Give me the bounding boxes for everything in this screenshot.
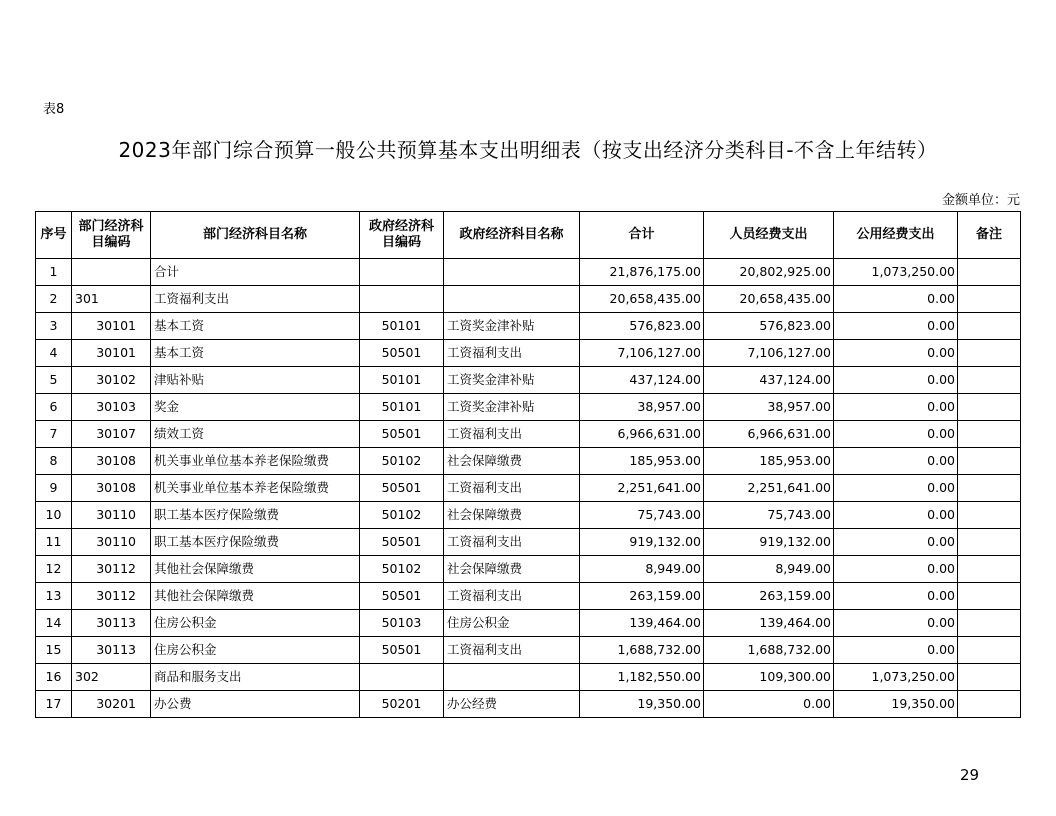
cell-dept-code [72,259,151,286]
header-remarks: 备注 [958,212,1021,259]
cell-total: 6,966,631.00 [580,421,704,448]
cell-public: 0.00 [834,583,958,610]
cell-personnel: 1,688,732.00 [704,637,834,664]
cell-gov-code: 50501 [360,529,444,556]
cell-dept-name: 办公费 [151,691,360,718]
cell-seq: 7 [36,421,72,448]
cell-dept-code: 30101 [72,340,151,367]
table-row [36,313,1021,340]
cell-public: 0.00 [834,637,958,664]
table-row [36,691,1021,718]
cell-personnel: 185,953.00 [704,448,834,475]
cell-total: 437,124.00 [580,367,704,394]
cell-remarks [958,421,1021,448]
cell-seq: 15 [36,637,72,664]
cell-gov-code: 50501 [360,421,444,448]
cell-personnel: 139,464.00 [704,610,834,637]
table-row [36,421,1021,448]
cell-remarks [958,610,1021,637]
cell-remarks [958,691,1021,718]
cell-gov-code: 50101 [360,313,444,340]
table-row [36,475,1021,502]
cell-personnel: 576,823.00 [704,313,834,340]
cell-gov-name [444,664,580,691]
cell-personnel: 20,658,435.00 [704,286,834,313]
cell-public: 0.00 [834,286,958,313]
header-dept-code: 部门经济科目编码 [72,212,151,259]
cell-total: 20,658,435.00 [580,286,704,313]
budget-detail-table [35,211,1021,718]
table-row [36,259,1021,286]
cell-personnel: 6,966,631.00 [704,421,834,448]
cell-gov-code: 50102 [360,556,444,583]
cell-seq: 14 [36,610,72,637]
cell-gov-code: 50201 [360,691,444,718]
cell-seq: 11 [36,529,72,556]
cell-dept-code: 30108 [72,448,151,475]
table-row [36,637,1021,664]
cell-remarks [958,259,1021,286]
cell-gov-name: 社会保障缴费 [444,448,580,475]
header-gov-code: 政府经济科目编码 [360,212,444,259]
cell-personnel: 919,132.00 [704,529,834,556]
header-personnel: 人员经费支出 [704,212,834,259]
cell-dept-name: 其他社会保障缴费 [151,583,360,610]
cell-dept-code: 30112 [72,556,151,583]
header-total: 合计 [580,212,704,259]
cell-gov-code: 50501 [360,475,444,502]
cell-remarks [958,529,1021,556]
header-gov-name: 政府经济科目名称 [444,212,580,259]
cell-gov-name: 社会保障缴费 [444,556,580,583]
cell-total: 263,159.00 [580,583,704,610]
cell-personnel: 263,159.00 [704,583,834,610]
cell-remarks [958,286,1021,313]
cell-public: 0.00 [834,313,958,340]
cell-remarks [958,313,1021,340]
header-public: 公用经费支出 [834,212,958,259]
cell-remarks [958,394,1021,421]
table-row [36,367,1021,394]
cell-public: 0.00 [834,529,958,556]
cell-dept-code: 30110 [72,502,151,529]
table-row [36,664,1021,691]
cell-gov-name: 工资福利支出 [444,475,580,502]
table-row [36,556,1021,583]
cell-dept-name: 住房公积金 [151,637,360,664]
cell-dept-name: 机关事业单位基本养老保险缴费 [151,475,360,502]
cell-gov-code: 50101 [360,394,444,421]
table-row [36,583,1021,610]
table-row [36,340,1021,367]
cell-dept-name: 基本工资 [151,340,360,367]
cell-dept-code: 302 [72,664,151,691]
cell-dept-name: 其他社会保障缴费 [151,556,360,583]
cell-total: 919,132.00 [580,529,704,556]
cell-personnel: 20,802,925.00 [704,259,834,286]
table-header-row [36,212,1021,259]
cell-personnel: 38,957.00 [704,394,834,421]
table-row [36,610,1021,637]
cell-gov-code [360,664,444,691]
cell-dept-name: 基本工资 [151,313,360,340]
cell-public: 0.00 [834,610,958,637]
table-row [36,448,1021,475]
cell-public: 0.00 [834,367,958,394]
cell-dept-name: 住房公积金 [151,610,360,637]
cell-remarks [958,637,1021,664]
cell-gov-code: 50101 [360,367,444,394]
cell-public: 19,350.00 [834,691,958,718]
cell-public: 1,073,250.00 [834,259,958,286]
cell-personnel: 75,743.00 [704,502,834,529]
table-row [36,529,1021,556]
cell-dept-code: 30112 [72,583,151,610]
cell-seq: 4 [36,340,72,367]
cell-dept-code: 30102 [72,367,151,394]
cell-total: 19,350.00 [580,691,704,718]
cell-seq: 5 [36,367,72,394]
cell-gov-code: 50102 [360,502,444,529]
cell-dept-name: 商品和服务支出 [151,664,360,691]
cell-gov-code [360,286,444,313]
cell-personnel: 7,106,127.00 [704,340,834,367]
cell-total: 7,106,127.00 [580,340,704,367]
cell-remarks [958,664,1021,691]
cell-public: 0.00 [834,556,958,583]
cell-seq: 10 [36,502,72,529]
cell-remarks [958,502,1021,529]
page-number: 29 [960,766,980,784]
cell-gov-name: 工资福利支出 [444,583,580,610]
cell-gov-code: 50501 [360,583,444,610]
cell-dept-name: 职工基本医疗保险缴费 [151,529,360,556]
cell-dept-code: 30113 [72,610,151,637]
cell-dept-code: 30107 [72,421,151,448]
cell-public: 0.00 [834,448,958,475]
cell-total: 38,957.00 [580,394,704,421]
cell-remarks [958,340,1021,367]
cell-gov-code: 50501 [360,637,444,664]
cell-dept-code: 30108 [72,475,151,502]
cell-dept-name: 绩效工资 [151,421,360,448]
cell-remarks [958,475,1021,502]
cell-gov-name: 工资福利支出 [444,421,580,448]
currency-unit-note: 金额单位：元 [941,193,1020,208]
cell-total: 576,823.00 [580,313,704,340]
cell-gov-name: 社会保障缴费 [444,502,580,529]
cell-dept-code: 301 [72,286,151,313]
cell-public: 1,073,250.00 [834,664,958,691]
table-label: 表8 [43,102,65,117]
cell-dept-code: 30110 [72,529,151,556]
cell-personnel: 437,124.00 [704,367,834,394]
cell-dept-code: 30103 [72,394,151,421]
table-row [36,394,1021,421]
cell-seq: 2 [36,286,72,313]
cell-total: 1,182,550.00 [580,664,704,691]
cell-gov-code: 50102 [360,448,444,475]
header-dept-name: 部门经济科目名称 [151,212,360,259]
table-row [36,502,1021,529]
cell-remarks [958,556,1021,583]
cell-gov-name: 工资福利支出 [444,340,580,367]
cell-total: 21,876,175.00 [580,259,704,286]
cell-seq: 12 [36,556,72,583]
cell-seq: 16 [36,664,72,691]
cell-seq: 17 [36,691,72,718]
cell-dept-code: 30113 [72,637,151,664]
cell-public: 0.00 [834,340,958,367]
table-row [36,286,1021,313]
cell-remarks [958,448,1021,475]
cell-dept-code: 30101 [72,313,151,340]
cell-dept-code: 30201 [72,691,151,718]
cell-gov-name: 工资福利支出 [444,529,580,556]
page-title: 2023年部门综合预算一般公共预算基本支出明细表（按支出经济分类科目-不含上年结转） [118,138,938,162]
cell-dept-name: 津贴补贴 [151,367,360,394]
cell-dept-name: 机关事业单位基本养老保险缴费 [151,448,360,475]
cell-seq: 8 [36,448,72,475]
cell-gov-name: 住房公积金 [444,610,580,637]
cell-gov-name: 办公经费 [444,691,580,718]
cell-seq: 9 [36,475,72,502]
cell-total: 75,743.00 [580,502,704,529]
cell-seq: 13 [36,583,72,610]
cell-total: 185,953.00 [580,448,704,475]
cell-remarks [958,367,1021,394]
header-seq: 序号 [36,212,72,259]
cell-dept-name: 奖金 [151,394,360,421]
cell-gov-name [444,259,580,286]
cell-dept-name: 工资福利支出 [151,286,360,313]
cell-personnel: 109,300.00 [704,664,834,691]
cell-public: 0.00 [834,502,958,529]
cell-personnel: 2,251,641.00 [704,475,834,502]
cell-gov-code: 50501 [360,340,444,367]
cell-gov-code [360,259,444,286]
cell-seq: 1 [36,259,72,286]
cell-personnel: 0.00 [704,691,834,718]
cell-total: 8,949.00 [580,556,704,583]
cell-seq: 6 [36,394,72,421]
cell-total: 139,464.00 [580,610,704,637]
cell-gov-name: 工资奖金津补贴 [444,367,580,394]
cell-public: 0.00 [834,394,958,421]
cell-dept-name: 合计 [151,259,360,286]
cell-total: 1,688,732.00 [580,637,704,664]
cell-personnel: 8,949.00 [704,556,834,583]
cell-public: 0.00 [834,475,958,502]
cell-total: 2,251,641.00 [580,475,704,502]
table-body [36,259,1021,718]
cell-gov-code: 50103 [360,610,444,637]
cell-remarks [958,583,1021,610]
cell-gov-name: 工资奖金津补贴 [444,313,580,340]
cell-gov-name: 工资奖金津补贴 [444,394,580,421]
cell-dept-name: 职工基本医疗保险缴费 [151,502,360,529]
cell-gov-name [444,286,580,313]
cell-public: 0.00 [834,421,958,448]
cell-gov-name: 工资福利支出 [444,637,580,664]
cell-seq: 3 [36,313,72,340]
